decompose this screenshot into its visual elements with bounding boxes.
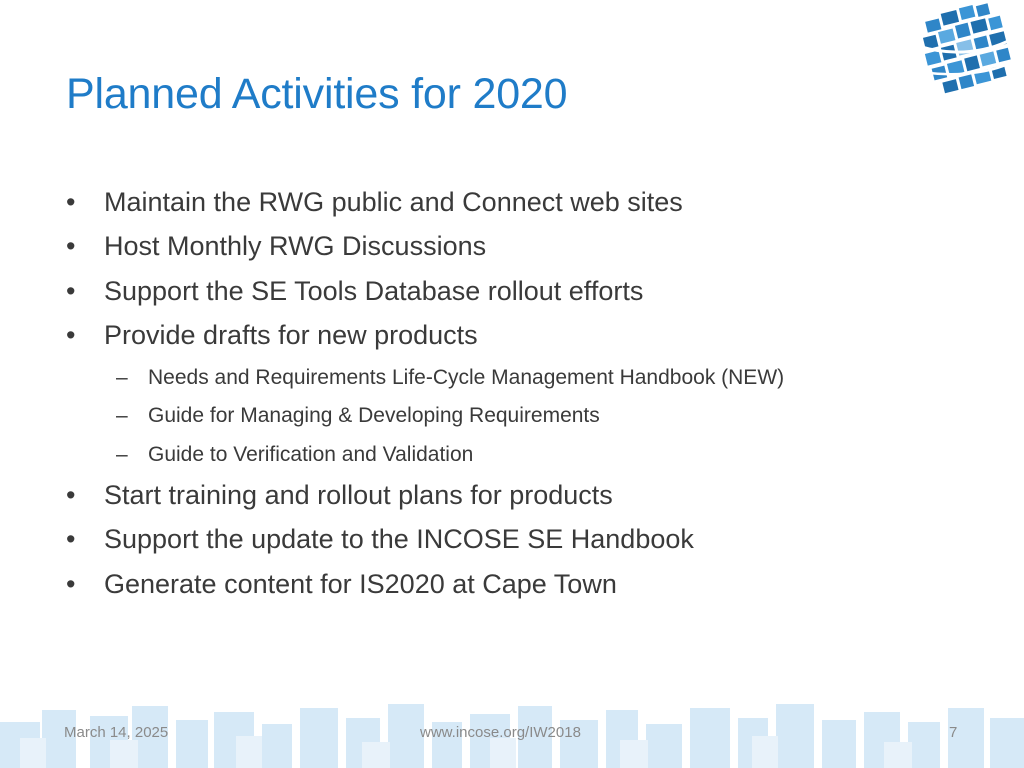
sub-bullet-text: Needs and Requirements Life-Cycle Management Handbook (NEW) [148,366,785,389]
bullet-marker: • [66,187,76,217]
bullet-text: Maintain the RWG public and Connect web sites [104,187,683,217]
incose-logo-icon [916,0,1024,106]
sub-bullet-marker: – [116,443,128,466]
bullet-text: Host Monthly RWG Discussions [104,231,487,261]
footer-url: www.incose.org/IW2018 [420,724,581,741]
sub-bullet-marker: – [116,366,128,389]
slide-title: Planned Activities for 2020 [66,70,568,118]
bullet-marker: • [66,276,76,306]
sub-bullet-text: Guide for Managing & Developing Requirements [148,404,600,427]
bullet-marker: • [66,231,76,261]
sub-bullet-text: Guide to Verification and Validation [148,443,474,466]
bullet-marker: • [66,320,76,350]
bullet-text: Support the update to the INCOSE SE Handbook [104,524,694,554]
bullet-marker: • [66,569,76,599]
bullet-text: Support the SE Tools Database rollout efforts [104,276,644,306]
sub-bullet-marker: – [116,404,128,427]
footer-date: March 14, 2025 [64,724,169,741]
bullet-text: Provide drafts for new products [104,320,478,350]
bullet-text: Start training and rollout plans for products [104,480,613,510]
bullet-text: Generate content for IS2020 at Cape Town [104,569,617,599]
page-number: 7 [949,724,958,741]
bullet-marker: • [66,480,76,510]
bullet-marker: • [66,524,76,554]
